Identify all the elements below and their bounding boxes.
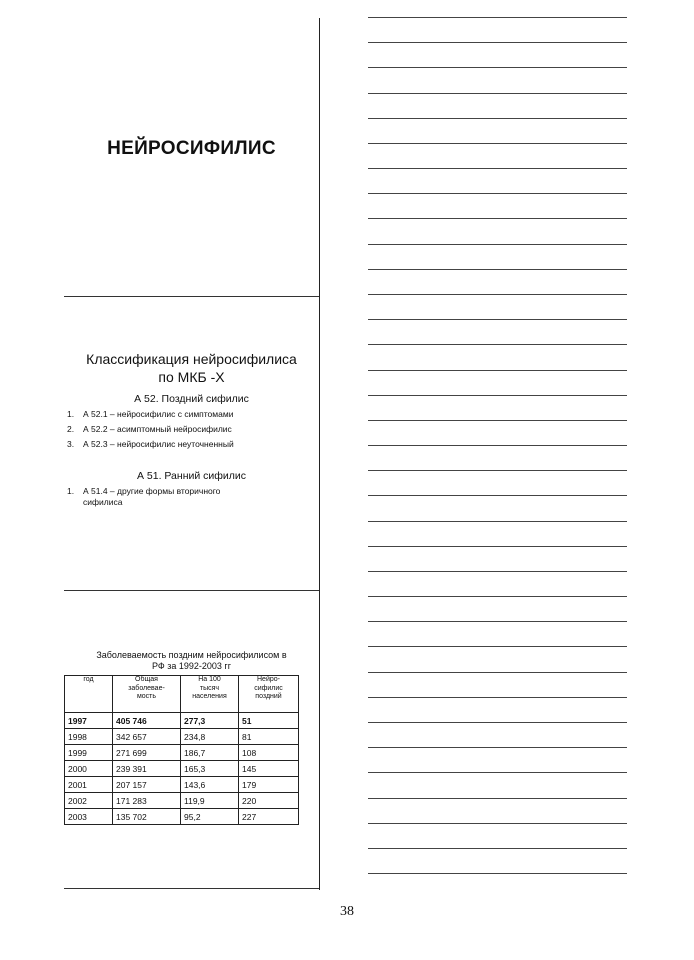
note-line	[368, 319, 627, 320]
note-line	[368, 873, 627, 874]
slide-separator-1	[64, 296, 319, 297]
header-per-100k	[181, 676, 239, 713]
note-line	[368, 722, 627, 723]
cell-neuro: 145	[239, 761, 299, 777]
note-line	[368, 495, 627, 496]
note-line	[368, 17, 627, 18]
header-late-neurosyphilis	[239, 676, 299, 713]
list-item-text: А 52.1 – нейросифилис с симптомами	[83, 409, 234, 419]
list-item-number: 1.	[67, 409, 75, 419]
note-line	[368, 370, 627, 371]
list-item-number: 3.	[67, 439, 75, 449]
list-item	[67, 439, 234, 450]
cell-total: 239 391	[113, 761, 181, 777]
cell-neuro: 108	[239, 745, 299, 761]
table-row	[65, 745, 299, 761]
table-row	[65, 713, 299, 729]
slide2-title	[64, 350, 319, 386]
note-line	[368, 621, 627, 622]
header-neuro-line2: сифилис	[254, 684, 283, 692]
header-total-line3: мость	[136, 693, 157, 700]
cell-neuro: 220	[239, 793, 299, 809]
cell-per-100k: 234,8	[181, 729, 239, 745]
cell-year: 2002	[65, 793, 113, 809]
cell-per-100k: 95,2	[181, 809, 239, 825]
note-line	[368, 571, 627, 572]
note-line	[368, 697, 627, 698]
list-item-text: А 52.3 – нейросифилис неуточненный	[83, 439, 234, 449]
note-line	[368, 420, 627, 421]
note-line	[368, 823, 627, 824]
cell-per-100k: 277,3	[181, 713, 239, 729]
table-header-row	[65, 676, 299, 713]
note-line	[368, 193, 627, 194]
slide-separator-3	[64, 888, 319, 889]
header-total-line2: заболевае-	[128, 684, 165, 692]
cell-neuro: 81	[239, 729, 299, 745]
cell-per-100k: 186,7	[181, 745, 239, 761]
note-line	[368, 67, 627, 68]
table-caption-line2: РФ за 1992-2003 гг	[152, 661, 231, 671]
note-line	[368, 218, 627, 219]
note-line	[368, 344, 627, 345]
cell-year: 2000	[65, 761, 113, 777]
header-year-text: год	[83, 676, 94, 683]
note-line	[368, 445, 627, 446]
header-neuro-line1: Нейро-	[257, 676, 280, 683]
note-line	[368, 798, 627, 799]
page-number: 38	[340, 904, 354, 919]
note-line	[368, 294, 627, 295]
note-line	[368, 521, 627, 522]
cell-neuro: 51	[239, 713, 299, 729]
list-item-number: 1.	[67, 486, 75, 496]
cell-total: 342 657	[113, 729, 181, 745]
slide-column-divider	[319, 18, 320, 890]
list-item-text-line2: сифилиса	[83, 497, 123, 507]
list-item	[67, 424, 232, 435]
note-line	[368, 395, 627, 396]
header-total-line1: Общая	[135, 676, 158, 683]
cell-year: 1999	[65, 745, 113, 761]
table-row	[65, 793, 299, 809]
table-row	[65, 777, 299, 793]
list-item-text-line1: А 51.4 – другие формы вторичного	[83, 486, 221, 496]
header-per100k-line2: тысяч	[199, 684, 220, 692]
cell-year: 2003	[65, 809, 113, 825]
cell-neuro: 227	[239, 809, 299, 825]
table-caption	[64, 650, 319, 672]
table-caption-line1: Заболеваемость поздним нейросифилисом в	[96, 650, 287, 660]
note-line	[368, 244, 627, 245]
note-line	[368, 269, 627, 270]
note-line	[368, 470, 627, 471]
list-item	[67, 409, 233, 420]
table-row	[65, 729, 299, 745]
table-row	[65, 809, 299, 825]
note-line	[368, 747, 627, 748]
slide2-title-line2: по МКБ -X	[158, 369, 225, 385]
list-item	[67, 486, 220, 508]
cell-total: 135 702	[113, 809, 181, 825]
cell-neuro: 179	[239, 777, 299, 793]
note-line	[368, 672, 627, 673]
note-line	[368, 646, 627, 647]
note-line	[368, 546, 627, 547]
cell-total: 171 283	[113, 793, 181, 809]
cell-year: 1997	[65, 713, 113, 729]
header-total-incidence	[113, 676, 181, 713]
header-neuro-line3: поздний	[255, 693, 282, 700]
list-item-text	[83, 486, 220, 508]
early-syphilis-heading: А 51. Ранний сифилис	[136, 470, 247, 482]
cell-total: 271 699	[113, 745, 181, 761]
note-line	[368, 596, 627, 597]
note-line	[368, 93, 627, 94]
late-syphilis-heading: А 52. Поздний сифилис	[134, 393, 249, 405]
cell-per-100k: 165,3	[181, 761, 239, 777]
note-line	[368, 168, 627, 169]
cell-year: 1998	[65, 729, 113, 745]
header-year	[65, 676, 113, 713]
note-line	[368, 42, 627, 43]
list-item-number: 2.	[67, 424, 75, 434]
slide2-title-line1: Классификация нейросифилиса	[86, 351, 297, 367]
note-line	[368, 143, 627, 144]
cell-per-100k: 143,6	[181, 777, 239, 793]
header-per100k-line3: населения	[192, 693, 227, 700]
header-per100k-line1: На 100	[198, 676, 221, 683]
cell-total: 207 157	[113, 777, 181, 793]
cell-year: 2001	[65, 777, 113, 793]
note-line	[368, 772, 627, 773]
incidence-table	[64, 675, 299, 825]
slide1-title: НЕЙРОСИФИЛИС	[107, 138, 276, 159]
cell-total: 405 746	[113, 713, 181, 729]
table-row	[65, 761, 299, 777]
note-line	[368, 848, 627, 849]
cell-per-100k: 119,9	[181, 793, 239, 809]
list-item-text: А 52.2 – асимптомный нейросифилис	[83, 424, 232, 434]
slide-separator-2	[64, 590, 319, 591]
note-line	[368, 118, 627, 119]
